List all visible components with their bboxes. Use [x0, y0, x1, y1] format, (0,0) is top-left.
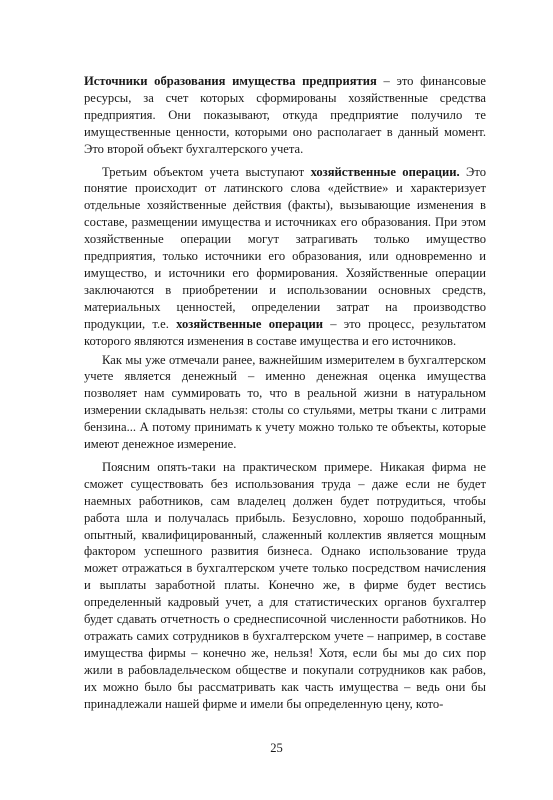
paragraph-monetary: Как мы уже отмечали ранее, важнейшим измерителем в бухгалтерском учете является денежный – именно денежная оценка имущества позволяет нам суммировать то, что в реальной жизни в натуральном измерении складывать нельзя: столы со стульями, метры ткани с литрами бензина... А потому принимать к учету можно только те объекты, которые имеют денежное измерение.: [84, 352, 486, 452]
paragraph-sources-text: – это финансовые ресурсы, за счет которых сформированы хозяйственные средства предприятия. Они показывают, откуда предприятие получило те имущественные ценности, которыми оно располагает в данный момент. Это второй объект бухгалтерского учета.: [84, 74, 486, 156]
paragraph-operations-text-2: Это понятие происходит от латинского слова «действие» и характеризует отдельные хозяйственные действия (факты), вызывающие изменения в составе, размещении имущества и источниках его образования. При этом хозяйственные операции могут затрагивать только имущество предприятия, только источники его образования, или одновременно и имущество, и источники его формирования. Хозяйственные операции заключаются в приобретении и использовании основных средств, материальных ценностей, определении затрат на производство продукции, т.е.: [84, 164, 486, 331]
page-body: [84, 73, 486, 713]
paragraph-operations: [84, 164, 486, 350]
term-operations-2: хозяйственные операции: [176, 316, 323, 331]
paragraph-labor-example: Поясним опять-таки на практическом примере. Никакая фирма не сможет существовать без использования труда – даже если не будет наемных работников, сам владелец должен будет потрудиться, чтобы работа шла и получалась прибыль. Безусловно, хорошо подобранный, опытный, квалифицированный, слаженный коллектив является мощным фактором успешного развития бизнеса. Однако использование труда может отражаться в бухгалтерском учете только посредством начисления и выплаты заработной платы. Конечно же, в фирме будет вестись определенный кадровый учет, а для статистических органов бухгалтер будет сдавать отчетность о среднесписочной численности работников. Но отражать самих сотрудников в бухгалтерском учете – например, в составе имущества фирмы – конечно же, нельзя! Хотя, если бы мы до сих пор жили в рабовладельческом обществе и покупали сотрудников как рабов, их можно было бы рассматривать как часть имущества – ведь они бы принадлежали нашей фирме и имели бы определенную цену, кото-: [84, 459, 486, 711]
page-number: 25: [270, 741, 283, 755]
paragraph-operations-text-1: Третьим объектом учета выступают: [102, 164, 311, 179]
term-sources: Источники образования имущества предприятия: [84, 74, 377, 88]
term-operations: хозяйственные операции.: [310, 164, 460, 179]
paragraph-operations-text-3: – это процесс, результатом которого являются изменения в составе имущества и его источников.: [84, 316, 486, 348]
paragraph-sources: [84, 73, 486, 158]
